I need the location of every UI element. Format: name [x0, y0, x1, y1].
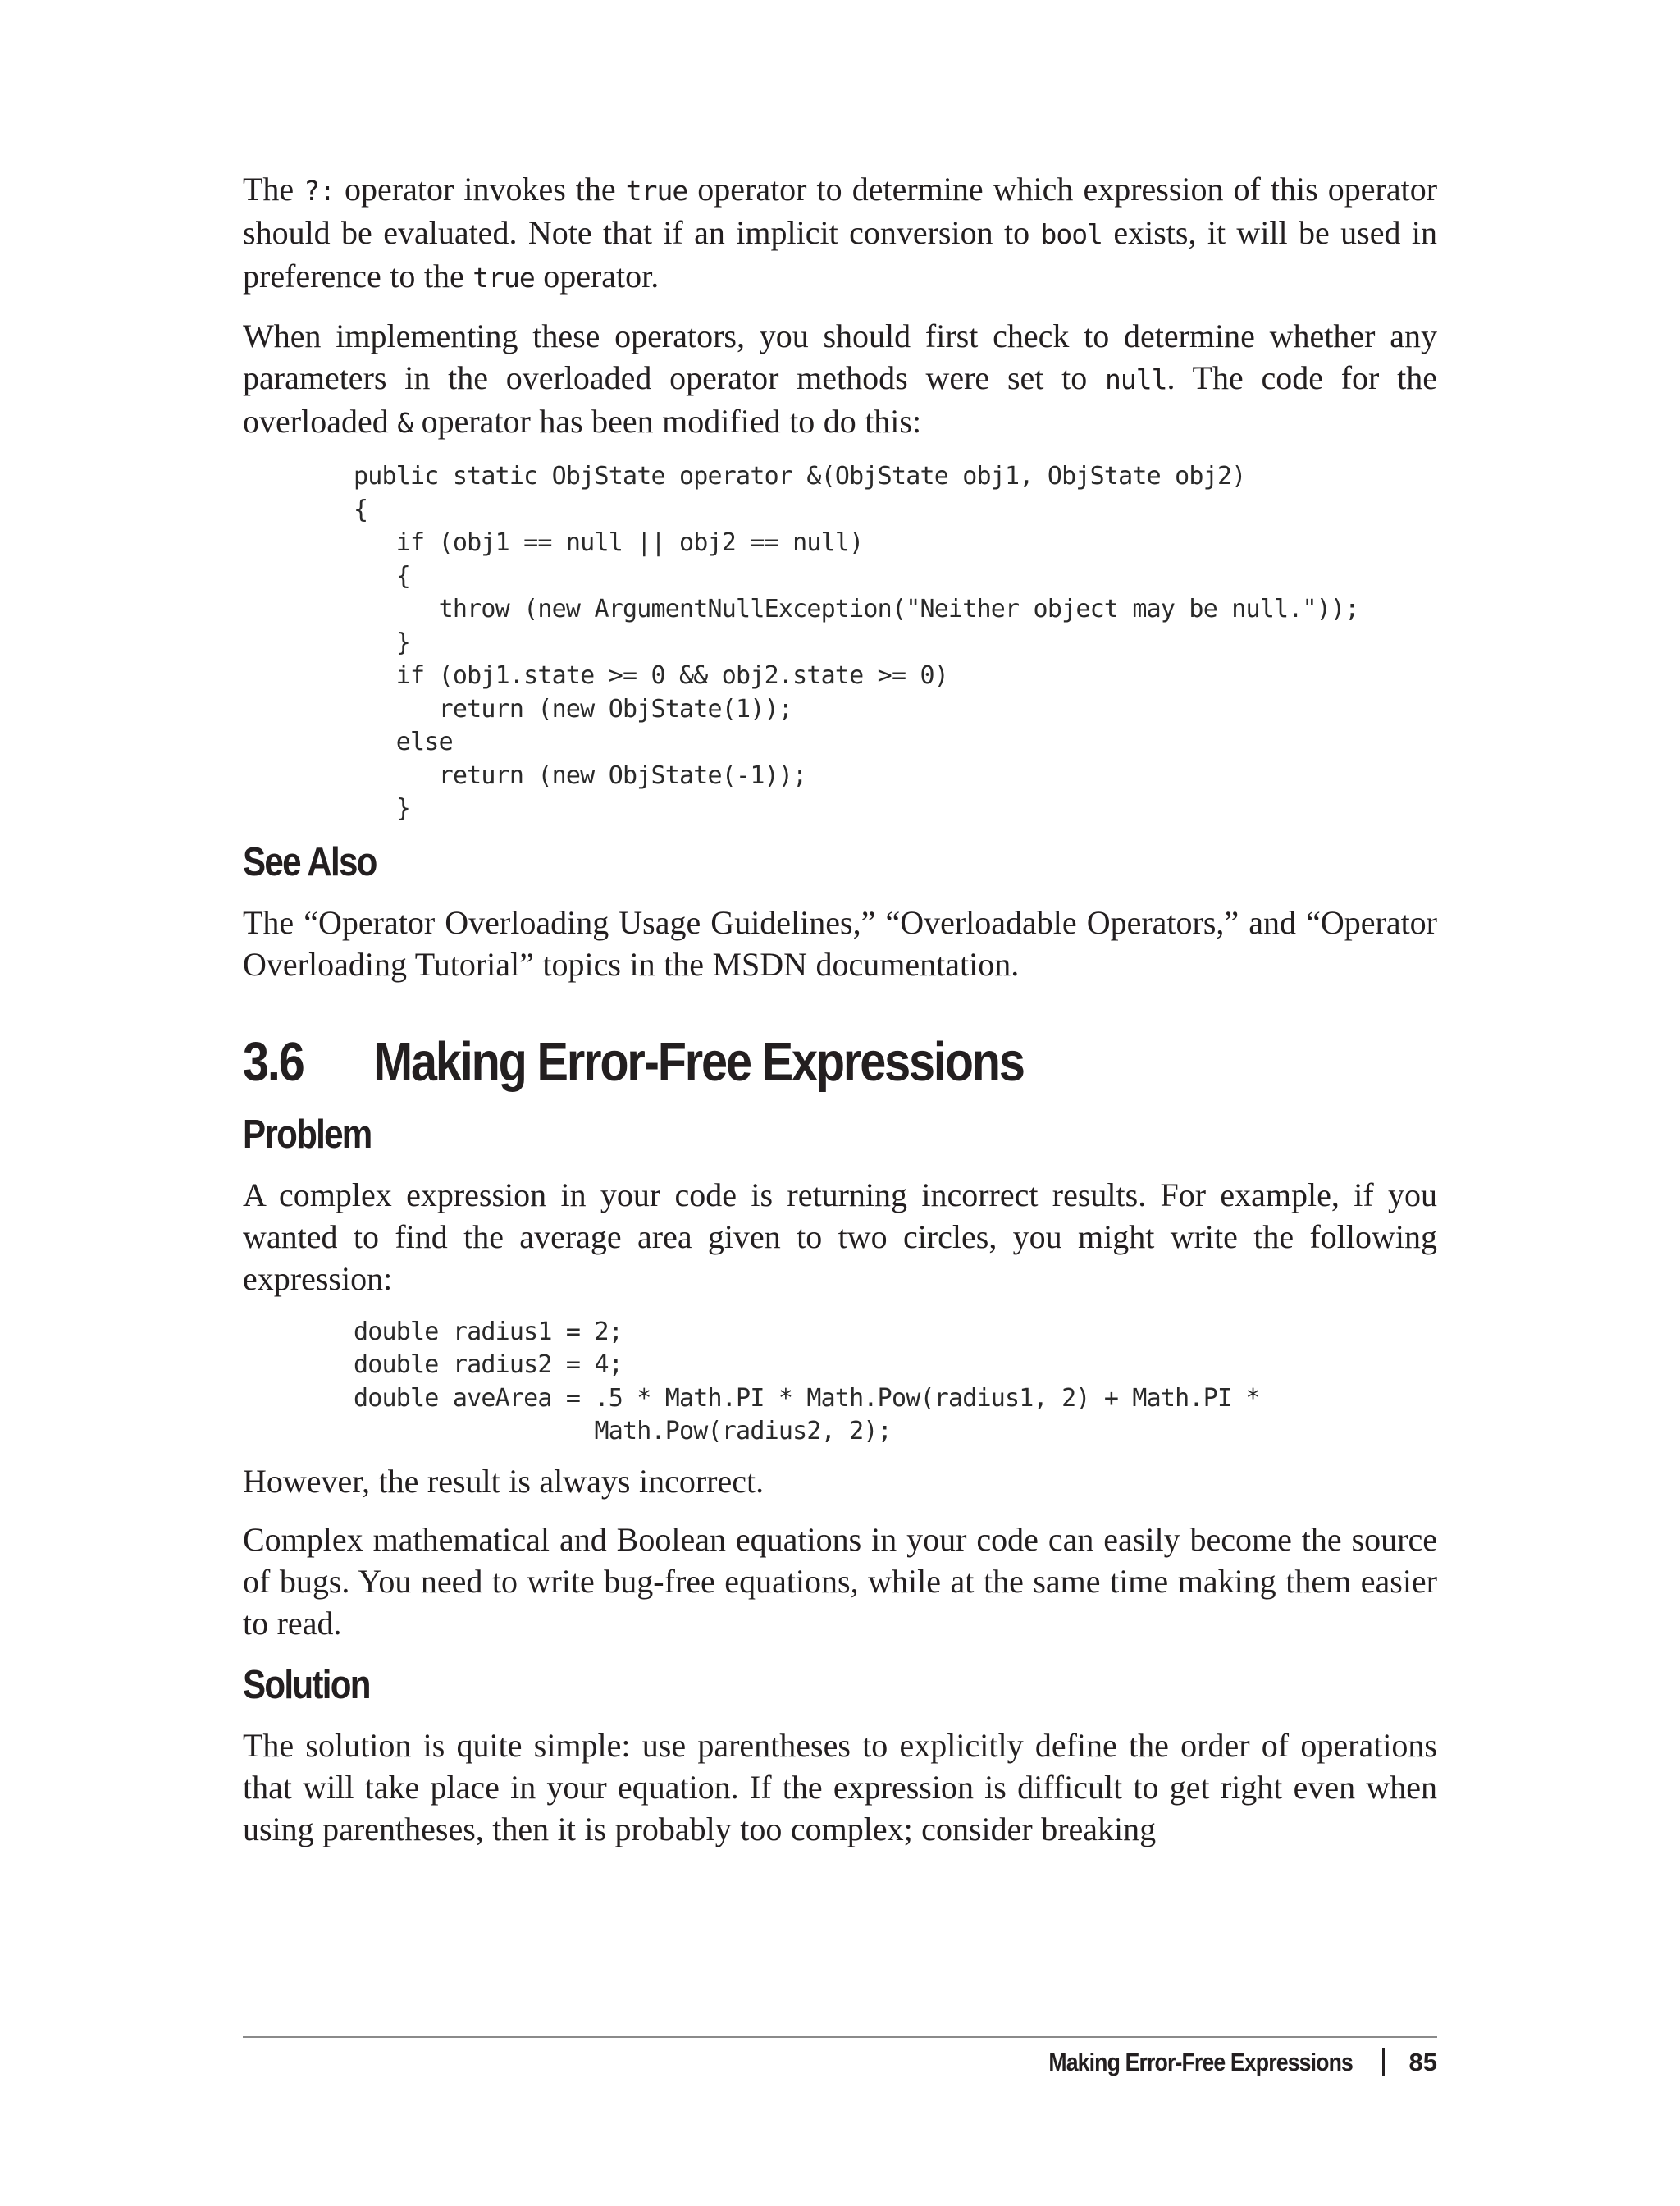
section-heading: [243, 1030, 1270, 1095]
text-run: When implementing these operators, you should first check to determine whether any parameters in the overloaded operator methods were set to: [243, 317, 1437, 396]
inline-code: true: [625, 175, 688, 207]
text-run: . The code for the overloaded: [243, 359, 1437, 440]
text-run: operator invokes the: [334, 171, 626, 208]
text-run: exists, it will be used in preference to the: [243, 214, 1437, 295]
text-run: operator.: [534, 258, 660, 295]
heading-solution: Solution: [243, 1662, 370, 1707]
footer-separator: [1382, 2048, 1385, 2076]
text-run: operator to determine which expression of this operator should be evaluated. Note that if an implicit conversion to: [243, 171, 1438, 251]
inline-code: bool: [1040, 218, 1102, 250]
heading-problem: Problem: [243, 1112, 372, 1157]
inline-code: &: [397, 407, 413, 439]
paragraph-problem-detail: Complex mathematical and Boolean equations in your code can easily become the source of bugs. You need to write bug-free equations, while at the same time making them easier to read.: [243, 1520, 1437, 1642]
page-number: 85: [1408, 2048, 1437, 2076]
paragraph-null-check: [243, 315, 1437, 444]
code-block-operator-and: public static ObjState operator &(ObjState obj1, ObjState obj2) { if (obj1 == null || obj2 == null) { throw (new ArgumentNullException("Neither object may be null.")); } if (obj1.state >= 0 && obj2.state >= 0) return (new ObjState(1)); else return (new ObjState(-1)); }: [354, 462, 1359, 823]
footer-divider: [243, 2036, 1437, 2038]
text-run: operator has been modified to do this:: [413, 403, 922, 440]
page-content: [243, 168, 1437, 1866]
page-footer: [999, 2046, 1437, 2079]
section-number: 3.6: [243, 1030, 304, 1093]
inline-code: ?:: [304, 175, 335, 207]
paragraph-problem-intro: A complex expression in your code is returning incorrect results. For example, if you wanted to find the average area given to two circles, you might write the following expression:: [243, 1176, 1437, 1297]
section-title: Making Error-Free Expressions: [373, 1030, 1024, 1093]
heading-see-also: See Also: [243, 839, 377, 884]
inline-code: true: [472, 262, 535, 294]
paragraph-ternary-operator: [243, 168, 1437, 299]
paragraph-see-also: The “Operator Overloading Usage Guidelines,” “Overloadable Operators,” and “Operator Overloading Tutorial” topics in the MSDN documentation.: [243, 903, 1437, 983]
footer-title: Making Error-Free Expressions: [1048, 2048, 1353, 2076]
text-run: The: [243, 171, 304, 208]
paragraph-problem-result: However, the result is always incorrect.: [243, 1462, 765, 1500]
code-block-average-area: double radius1 = 2; double radius2 = 4; double aveArea = .5 * Math.PI * Math.Pow(radius1, 2) + Math.PI * Math.Pow(radius2, 2);: [354, 1317, 1260, 1446]
paragraph-solution: The solution is quite simple: use parentheses to explicitly define the order of operations that will take place in your equation. If the expression is difficult to get right even when using parentheses, then it is probably too complex; consider breaking: [243, 1726, 1437, 1847]
inline-code: null: [1105, 363, 1167, 395]
